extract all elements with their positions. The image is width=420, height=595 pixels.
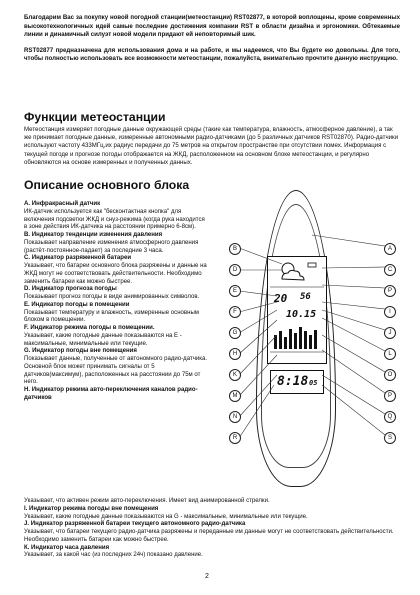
intro-paragraph-1: Благодарим Вас за покупку новой погодной станции(метеостанции) RST02877, в которой воплощены, кроме современных высокотехнологичных идей самые последние достижения компании RST в области дизайна и эргономики. Обтекаемые линии и динамичный силуэт новой модели придают ей неповторимый шик. xyxy=(24,14,400,39)
callout-label: P xyxy=(384,285,396,297)
section-heading-description: Описание основного блока xyxy=(24,178,190,192)
lcd-indoor-humidity: 56 xyxy=(300,292,311,302)
description-item-text: Показывает направление изменения атмосферного давления (растёт-постоянное-падает) за последние 3 часа. xyxy=(24,239,199,254)
weather-station-illustration xyxy=(222,190,402,490)
description-item xyxy=(24,286,209,302)
functions-text: Метеостанция измеряет погодные данные окружающей среды (такие как температура, влажность, атмосферное давление), а так же принимает погодные данные, измеренные автономными радио-датчиками (до 5 различных датчиков RST02870). Радио-датчики используют частоту 433МГц,их радиус передачи до 75 метров на открытом пространстве при отсутствии помех. Информация с текущей погоде и прогнозе погоды отображается на ЖКД, расположенном на основном блоке метеостанции, и регулярно обновляются на основе измеренных и полученных данных. xyxy=(24,126,399,166)
description-item-text: Указывает, за какой час (из последних 24ч) показано давление. xyxy=(24,552,203,559)
description-item-title: Н. Индикатор режима авто-переключения каналов радио-датчиков xyxy=(24,387,198,401)
description-item xyxy=(24,545,400,561)
description-item-text: Указывает, что батареи текущего радио-датчика разряжены и переданные им данные могут не соответствовать действительности. Необходимо заменить батареи как можно быстрее. xyxy=(24,529,394,543)
callout-label: D xyxy=(229,264,241,276)
page-number: 2 xyxy=(205,573,209,580)
description-item-title: К. Индикатор часа давления xyxy=(24,544,110,551)
callout-label: E xyxy=(229,285,241,297)
callout-label: F xyxy=(229,306,241,318)
intro-paragraph-2: RST02877 предназначена для использования дома и на работе, и мы надеемся, что Вы будете ею довольны. Для того, чтобы полностью использовать все возможности метеостанции, пожалуйста, внимательно прочтите данную инструкцию. xyxy=(24,46,400,63)
callout-label: J xyxy=(384,327,396,339)
callout-label: K xyxy=(229,369,241,381)
description-item-text: Показывает прогноз погоды в виде анимированных символов. xyxy=(24,294,200,300)
description-item xyxy=(24,348,209,387)
description-item xyxy=(24,201,209,232)
description-item xyxy=(24,325,209,348)
description-item-text: Показывает температуру и влажность, измеренные основным блоком в помещении. xyxy=(24,309,199,324)
description-item-text: Указывает, какие погодные данные показываются на G - максимальные, минимальные или текущие. xyxy=(24,513,308,520)
section-heading-functions: Функции метеостанции xyxy=(24,110,166,124)
callout-label: O xyxy=(384,369,396,381)
description-item-text: Указывает, что активен режим авто-переключения. Имеет вид анимированной стрелки. xyxy=(24,498,270,504)
description-item xyxy=(24,255,209,286)
description-item-text: Указывает, какие погодные данные показываются на Е - максимальные, минимальные или текущие. xyxy=(24,332,182,347)
callout-label: I xyxy=(384,306,396,318)
description-item xyxy=(24,232,209,255)
callout-label: G xyxy=(229,327,241,339)
description-item-title: G. Индикатор погоды вне помещения xyxy=(24,348,137,355)
callout-label: N xyxy=(229,411,241,423)
description-item-title: В. Индикатор тенденции изменения давления xyxy=(24,232,163,238)
description-full-column xyxy=(24,498,400,560)
lcd-time: 8:18 xyxy=(277,374,309,389)
description-item xyxy=(24,387,209,403)
description-item-text: Показывает данные, полученные от автономного радио-датчика. Основной блок может принимать сигналы от 5 датчиков(максимум), расположенных на расстоянии до 75м от него. xyxy=(24,356,208,386)
description-left-column xyxy=(24,201,209,403)
callout-label: R xyxy=(229,432,241,444)
intro-text xyxy=(24,14,400,71)
callout-label: S xyxy=(384,432,396,444)
lcd-seconds: 05 xyxy=(309,379,318,387)
description-item-title: F. Индикатор режима погоды в помещении. xyxy=(24,325,155,331)
description-item-title: J. Индикатор разряженной батареи текущего автономного радио-датчика xyxy=(24,521,246,528)
lcd-outdoor-value: 10.15 xyxy=(286,309,317,320)
callout-label: H xyxy=(229,348,241,360)
description-item-text: Указывает, что батареи основного блока разряжены и данные на ЖКД могут не соответствовать действительности. Необходимо заменить батареи как можно быстрее. xyxy=(24,263,207,285)
description-item xyxy=(24,498,400,506)
description-item-title: А. Инфракрасный датчик xyxy=(24,201,101,207)
description-item-text: ИК-датчик используется как "бесконтактная кнопка" для включения подсветки ЖКД и снуз-режима (когда рука находится в зоне действия ИК-датчика на расстоянии примерно 6-8см). xyxy=(24,208,205,231)
description-item-title: I. Индикатор режима погоды вне помещения xyxy=(24,505,159,512)
callout-label: M xyxy=(229,390,241,402)
callout-label: C xyxy=(384,264,396,276)
description-item xyxy=(24,506,400,522)
callout-label: L xyxy=(384,348,396,360)
description-item xyxy=(24,521,400,544)
lcd-indoor-temp: 20 xyxy=(274,292,288,305)
callout-label: Q xyxy=(384,411,396,423)
description-item-title: D. Индикатор прогноза погоды xyxy=(24,286,117,293)
description-item-title: Е. Индикатор погоды в помещении xyxy=(24,301,130,308)
callout-label: A xyxy=(384,243,396,255)
callout-label: B xyxy=(229,243,241,255)
description-item-title: С. Индикатор разряженной батареи xyxy=(24,255,132,262)
callout-label: P xyxy=(384,390,396,402)
callout-lines xyxy=(222,190,402,490)
description-item xyxy=(24,302,209,325)
